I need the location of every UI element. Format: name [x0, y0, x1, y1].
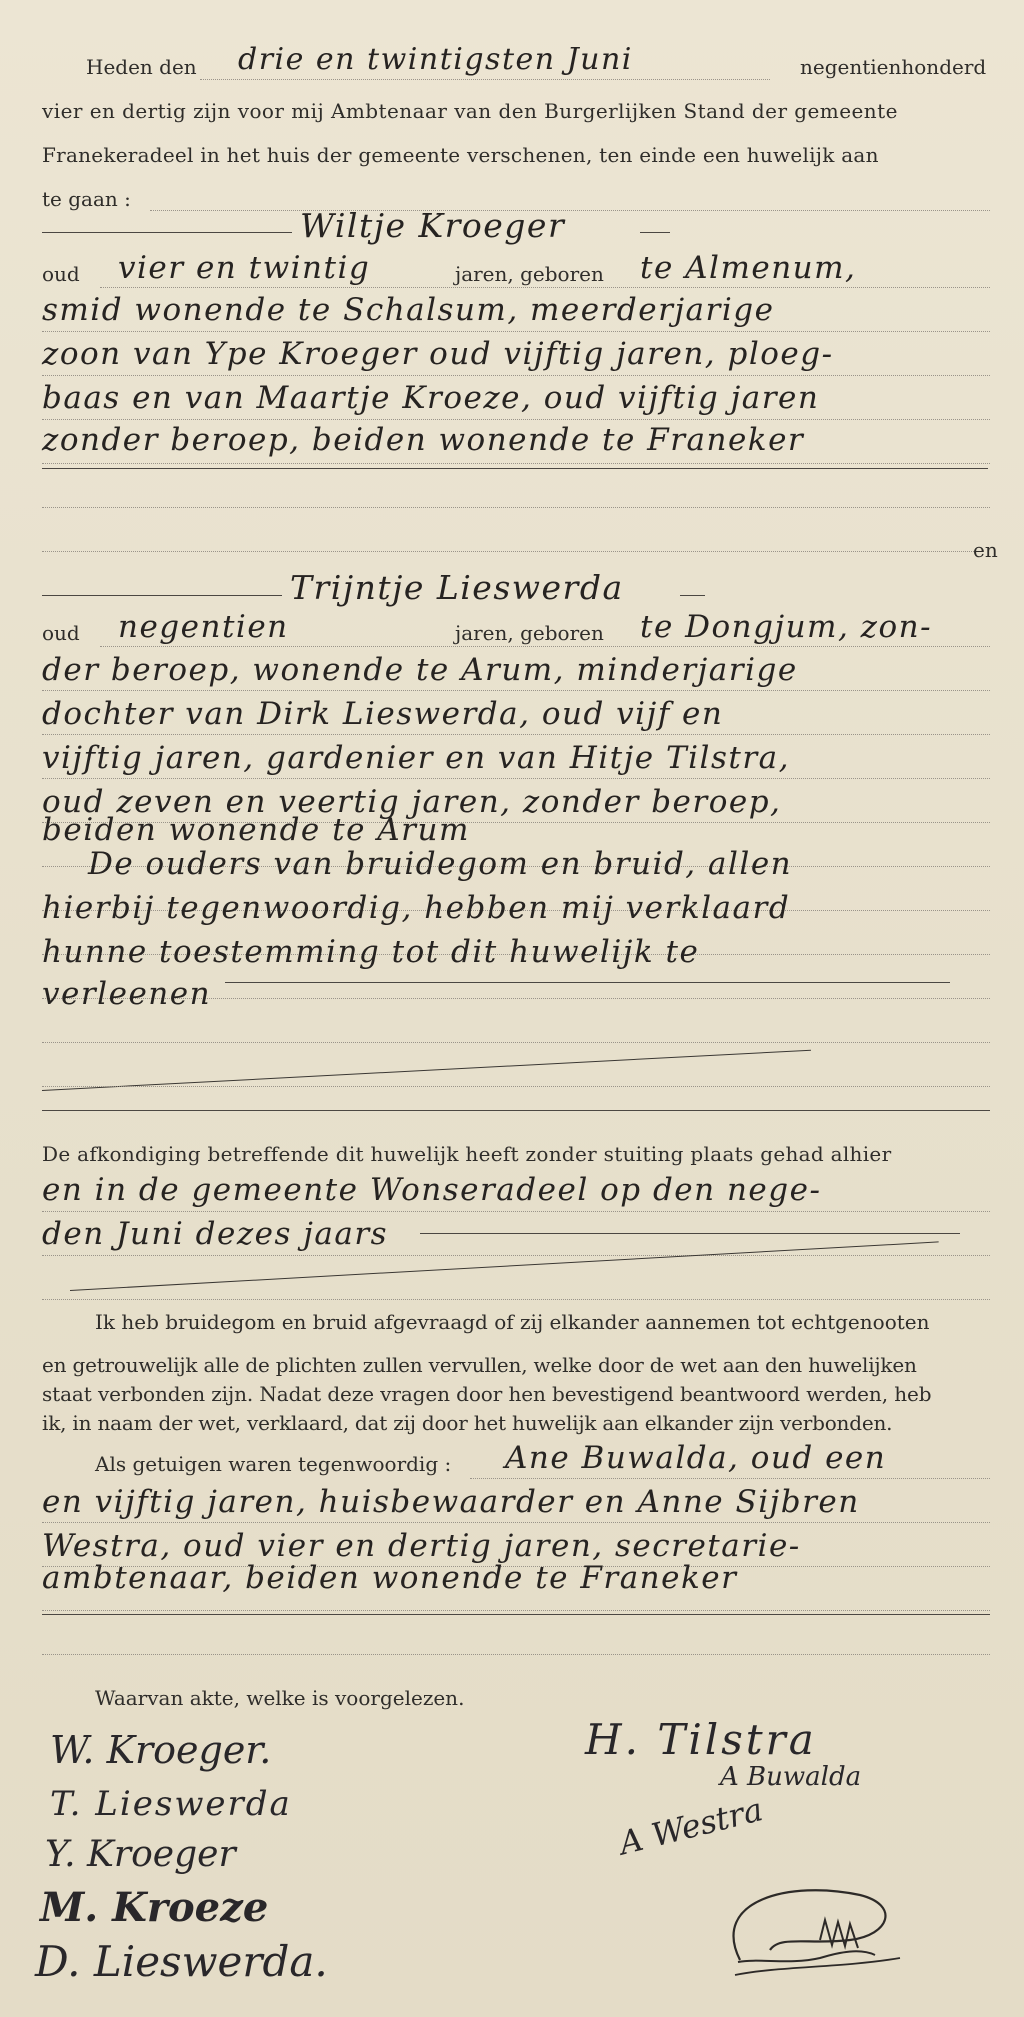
declaration-line-3: staat verbonden zijn. Nadat deze vragen door hen bevestigend beantwoord werden, heb — [42, 1382, 932, 1406]
name-dash-right — [680, 595, 705, 596]
en-connector: en — [973, 538, 998, 562]
afkondiging-text: De afkondiging betreffende dit huwelijk heeft zonder stuiting plaats gehad alhier — [42, 1142, 892, 1166]
dotted-line — [42, 331, 990, 332]
signature-w-kroeger: W. Kroeger. — [50, 1728, 272, 1772]
declaration-line-4: ik, in naam der wet, verklaard, dat zij door het huwelijk aan elkander zijn verbonden. — [42, 1411, 893, 1435]
witnesses-hand-line-2: Westra, oud vier en dertig jaren, secretarie- — [42, 1528, 801, 1564]
dotted-line — [42, 551, 982, 552]
te-gaan-label: te gaan : — [42, 187, 131, 211]
registrar-signature-flourish — [700, 1840, 920, 1990]
signature-y-kroeger: Y. Kroeger — [45, 1834, 236, 1875]
groom-oud-label: oud — [42, 262, 80, 286]
signature-h-tilstra: H. Tilstra — [585, 1715, 817, 1764]
parents-line-3: hunne toestemming tot dit huwelijk te — [42, 934, 700, 970]
bride-oud-label: oud — [42, 621, 80, 645]
fill-line — [42, 1614, 990, 1615]
dotted-line — [100, 646, 990, 647]
dotted-line — [150, 210, 990, 211]
groom-detail-line-3: baas en van Maartje Kroeze, oud vijftig jaren — [42, 380, 820, 416]
dotted-line — [100, 287, 990, 288]
intro-line-2: vier en dertig zijn voor mij Ambtenaar van den Burgerlijken Stand der gemeente — [42, 99, 898, 123]
date-dotted-line — [200, 79, 770, 80]
witnesses-hand-line-3: ambtenaar, beiden wonende te Franeker — [42, 1560, 738, 1596]
marriage-date-hand: drie en twintigsten Juni — [238, 42, 633, 77]
dotted-line — [42, 463, 990, 464]
groom-jaren-geboren-label: jaren, geboren — [455, 262, 604, 286]
bride-age-hand: negentien — [118, 609, 289, 645]
bride-detail-line-3: vijftig jaren, gardenier en van Hitje Tilstra, — [42, 740, 790, 776]
bride-detail-line-4: oud zeven en veertig jaren, zonder beroep, — [42, 784, 782, 820]
dotted-line — [42, 419, 990, 420]
heden-den-label: Heden den — [86, 55, 197, 79]
fill-line — [42, 1110, 990, 1111]
signature-a-westra: A Westra — [615, 1790, 767, 1863]
dotted-line — [42, 1042, 990, 1043]
dotted-line — [42, 507, 990, 508]
declaration-line-2: en getrouwelijk alle de plichten zullen vervullen, welke door de wet aan den huwelijken — [42, 1353, 917, 1377]
dotted-line — [42, 778, 990, 779]
fill-line — [420, 1233, 960, 1234]
witnesses-hand-first: Ane Buwalda, oud een — [505, 1440, 887, 1476]
name-dash-left — [42, 232, 292, 233]
signature-a-buwalda: A Buwalda — [720, 1762, 862, 1792]
parents-line-4: verleenen — [42, 976, 212, 1012]
signature-m-kroeze: M. Kroeze — [40, 1884, 269, 1931]
bride-name: Trijntje Lieswerda — [290, 568, 624, 607]
afkondiging-hand-line-1: en in de gemeente Wonseradeel op den nege- — [42, 1172, 822, 1208]
negentienhonderd-label: negentienhonderd — [800, 55, 987, 79]
signature-d-lieswerda: D. Lieswerda. — [35, 1937, 328, 1986]
parents-line-2: hierbij tegenwoordig, hebben mij verklaard — [42, 890, 791, 926]
dotted-line — [470, 1478, 990, 1479]
bride-jaren-geboren-label: jaren, geboren — [455, 621, 604, 645]
dotted-line — [42, 1610, 990, 1611]
dotted-line — [42, 1211, 990, 1212]
groom-birthplace-hand: te Almenum, — [640, 250, 857, 286]
groom-detail-line-1: smid wonende te Schalsum, meerderjarige — [42, 292, 775, 328]
groom-detail-line-4: zonder beroep, beiden wonende te Franeker — [42, 422, 805, 458]
dotted-line — [42, 690, 990, 691]
dotted-line — [42, 375, 990, 376]
name-dash-right — [640, 232, 670, 233]
dotted-line — [42, 1086, 990, 1087]
groom-age-hand: vier en twintig — [118, 250, 371, 286]
afkondiging-hand-line-2: den Juni dezes jaars — [42, 1216, 389, 1252]
dotted-line — [42, 1522, 990, 1523]
dotted-line — [42, 734, 990, 735]
fill-line — [225, 982, 950, 983]
bride-detail-line-2: dochter van Dirk Lieswerda, oud vijf en — [42, 696, 724, 732]
diagonal-fill-stroke — [42, 1050, 811, 1091]
dotted-line — [42, 1654, 990, 1655]
bride-detail-line-1: der beroep, wonende te Arum, minderjarige — [42, 652, 798, 688]
fill-line — [42, 468, 988, 469]
intro-line-3: Franekeradeel in het huis der gemeente verschenen, ten einde een huwelijk aan — [42, 143, 879, 167]
groom-detail-line-2: zoon van Ype Kroeger oud vijftig jaren, ploeg- — [42, 336, 834, 372]
closing-text: Waarvan akte, welke is voorgelezen. — [95, 1686, 465, 1710]
dotted-line — [42, 1255, 990, 1256]
parents-line-1: De ouders van bruidegom en bruid, allen — [88, 846, 793, 882]
declaration-line-1: Ik heb bruidegom en bruid afgevraagd of zij elkander aannemen tot echtgenooten — [95, 1310, 930, 1334]
groom-name: Wiltje Kroeger — [300, 206, 566, 245]
bride-detail-line-5: beiden wonende te Arum — [42, 812, 470, 848]
name-dash-left — [42, 595, 282, 596]
dotted-line — [42, 1299, 990, 1300]
signature-t-lieswerda: T. Lieswerda — [50, 1784, 292, 1824]
bride-birthplace-hand: te Dongjum, zon- — [640, 609, 933, 645]
witnesses-hand-line-1: en vijftig jaren, huisbewaarder en Anne Sijbren — [42, 1484, 860, 1520]
witnesses-label: Als getuigen waren tegenwoordig : — [95, 1452, 452, 1476]
